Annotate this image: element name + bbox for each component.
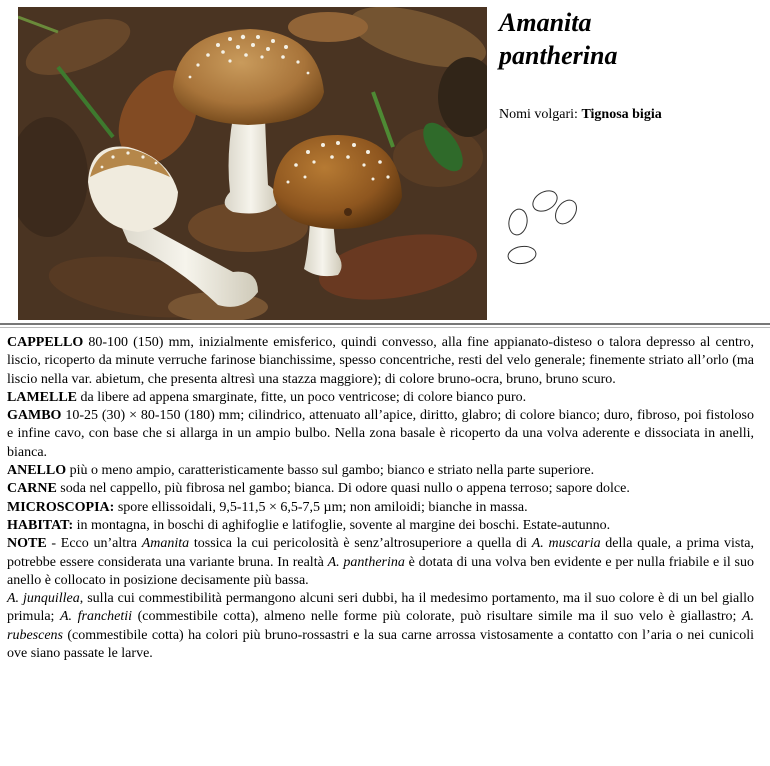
section-label: ANELLO — [7, 463, 67, 479]
section-text: in montagna, in boschi di aghifoglie e latifoglie, sovente al margine dei boschi. Estate-autunno. — [73, 517, 611, 533]
spore-2 — [551, 196, 581, 228]
spore-4 — [507, 245, 537, 266]
common-names-label: Nomi volgari: — [499, 107, 578, 122]
note-species-name: A. junquillea — [7, 591, 80, 607]
note-text: tossica la cui pericolosità è senz’altrosuperiore a quella di — [189, 536, 532, 552]
spores-drawing — [503, 185, 588, 270]
note-species-name: A. rubescens — [7, 609, 755, 643]
note-text: (commestibile cotta) ha colori più bruno-rossastri e la sua carne arrossa vistosamente a contatto con l’aria o nei cunicoli ove siano passate le larve. — [7, 627, 754, 662]
note-text: (commestibile cotta), almeno nelle forme più colorate, può risultare simile ma il suo velo è giallastro; — [132, 609, 742, 625]
species-title — [499, 6, 764, 72]
common-names-value: Tignosa bigia — [581, 107, 662, 122]
section-habitat — [7, 517, 754, 535]
section-text: più o meno ampio, caratteristicamente basso sul gambo; bianco e striato nella parte superiore. — [66, 463, 595, 479]
section-label: LAMELLE — [7, 389, 78, 405]
section-label: HABITAT: — [7, 517, 74, 533]
note-species-name: A. pantherina — [327, 554, 405, 570]
section-text: spore ellissoidali, 9,5-11,5 × 6,5-7,5 µm; non amiloidi; bianche in massa. — [114, 499, 528, 515]
section-text: 10-25 (30) × 80-150 (180) mm; cilindrico, attenuato all’apice, diritto, glabro; di colore bianco; duro, fibroso, poi fistoloso e infine cavo, con base che si allarga in un ampio bulbo. Nella zona basale è ricoperto da una volva aderente e dissociata in anelli, bianca. — [7, 408, 754, 460]
note-text: - Ecco un’altra — [46, 536, 142, 552]
note-text: della quale, a prima vista, potrebbe essere considerata una variante bruna. In realtà — [7, 536, 754, 570]
section-label: NOTE — [7, 536, 47, 552]
mushroom-photo-illustration — [18, 7, 487, 320]
section-label: MICROSCOPIA: — [7, 499, 115, 515]
section-cappello — [7, 334, 754, 389]
section-anello — [7, 462, 754, 480]
section-note — [7, 535, 754, 590]
section-label: CAPPELLO — [7, 335, 84, 350]
section-text: 80-100 (150) mm, inizialmente emisferico, quindi convesso, alla fine appianato-disteso o talora depresso al centro, liscio, ricoperto da minute verruche farinose bianchissime, spesso concentriche, resti del velo generale; finemente striato all’orlo (ma liscio nella var. abietum, che presenta altresì una stazza maggiore); di colore bruno-ocra, bruno, bruno scuro. — [7, 335, 754, 387]
genus-name: Amanita — [499, 8, 592, 37]
species-epithet: pantherina — [499, 41, 618, 70]
note-text: , sulla cui commestibilità permangono alcuni seri dubbi, ha il medesimo portamento, ma il suo colore è di un bel giallo primula; — [7, 591, 754, 625]
section-lamelle — [7, 389, 754, 407]
section-label: CARNE — [7, 481, 57, 497]
note-species-name: A. franchetii — [60, 609, 133, 625]
section-gambo — [7, 407, 754, 462]
mushroom-photo — [18, 7, 487, 320]
section-text: soda nel cappello, più fibrosa nel gambo; bianca. Di odore quasi nullo o appena terroso; sapore dolce. — [56, 481, 630, 497]
section-label: GAMBO — [7, 408, 62, 424]
section-text: da libere ad appena smarginate, fitte, un poco ventricose; di colore bianco puro. — [77, 389, 527, 405]
note-species-name: A. muscaria — [531, 536, 601, 552]
note-species-name: Amanita — [141, 536, 190, 552]
section-note-continued — [7, 590, 754, 663]
section-carne — [7, 480, 754, 498]
note-text: è dotata di una volva ben evidente e per nulla friabile e il suo anello è collocato in posizione decisamente più bassa. — [7, 554, 755, 588]
divider-line-secondary — [0, 327, 770, 328]
divider-line — [0, 323, 770, 325]
section-microscopia — [7, 499, 754, 517]
spore-3 — [507, 208, 529, 237]
common-names — [499, 107, 662, 123]
spores-illustration — [503, 185, 588, 270]
description-text — [7, 334, 754, 663]
